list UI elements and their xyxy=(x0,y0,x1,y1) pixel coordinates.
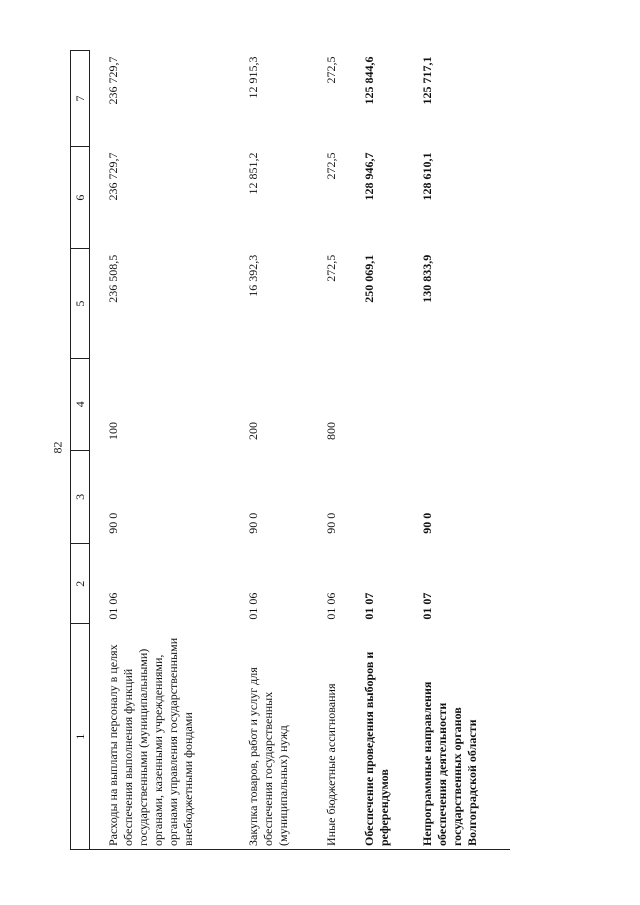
row-value-6: 236 729,7 xyxy=(106,152,120,201)
rotated-table-container xyxy=(70,50,590,850)
row-value-7: 272,5 xyxy=(324,56,338,84)
row-type: 200 xyxy=(246,422,260,441)
page-number: 82 xyxy=(50,441,65,454)
row-target: 90 0 xyxy=(106,512,120,534)
row-target: 90 0 xyxy=(420,512,434,534)
row-value-5: 130 833,9 xyxy=(420,254,434,303)
row-section: 01 07 xyxy=(420,592,434,620)
table-row xyxy=(90,51,247,850)
column-header-3: 3 xyxy=(71,450,90,544)
row-value-7: 236 729,7 xyxy=(106,56,120,105)
column-header-2: 2 xyxy=(71,544,90,624)
row-type: 800 xyxy=(324,422,338,441)
column-header-4: 4 xyxy=(71,358,90,450)
row-value-6: 12 851,2 xyxy=(246,152,260,195)
row-name: Непрограммные направления обеспечения деятельности государственных органов Волгоградской области xyxy=(416,624,510,850)
row-name: Расходы на выплаты персоналу в целях обеспечения выполнения функций государственными (муниципальными) органами, казенными учреждениями, органами управления государственными внебюджетными фондами xyxy=(90,624,247,850)
column-header-7: 7 xyxy=(71,51,90,147)
row-value-5: 16 392,3 xyxy=(246,254,260,297)
row-value-7: 12 915,3 xyxy=(246,56,260,99)
row-name: Закупка товаров, работ и услуг для обеспечения государственных (муниципальных) нужд xyxy=(246,624,320,850)
row-section: 01 06 xyxy=(324,592,338,620)
row-value-6: 128 610,1 xyxy=(420,152,434,201)
table-row xyxy=(358,51,416,850)
row-type xyxy=(358,358,416,450)
row-value-7: 125 844,6 xyxy=(362,56,376,105)
row-section: 01 06 xyxy=(246,592,260,620)
budget-table xyxy=(70,50,510,850)
row-value-5: 250 069,1 xyxy=(362,254,376,303)
row-target xyxy=(358,450,416,544)
table-row xyxy=(246,51,320,850)
row-target: 90 0 xyxy=(246,512,260,534)
row-type: 100 xyxy=(106,422,120,441)
row-value-5: 236 508,5 xyxy=(106,254,120,303)
row-target: 90 0 xyxy=(324,512,338,534)
row-section: 01 07 xyxy=(362,592,376,620)
column-header-1: 1 xyxy=(71,624,90,850)
row-value-7: 125 717,1 xyxy=(420,56,434,105)
row-section: 01 06 xyxy=(106,592,120,620)
column-header-6: 6 xyxy=(71,146,90,248)
table-header-row xyxy=(71,51,90,850)
column-header-5: 5 xyxy=(71,249,90,359)
table-row xyxy=(416,51,510,850)
row-value-5: 272,5 xyxy=(324,254,338,282)
row-type xyxy=(416,358,510,450)
row-name: Обеспечение проведения выборов и референдумов xyxy=(358,624,416,850)
row-name: Иные бюджетные ассигнования xyxy=(320,624,358,850)
row-value-6: 128 946,7 xyxy=(362,152,376,201)
row-value-6: 272,5 xyxy=(324,152,338,180)
table-row xyxy=(320,51,358,850)
